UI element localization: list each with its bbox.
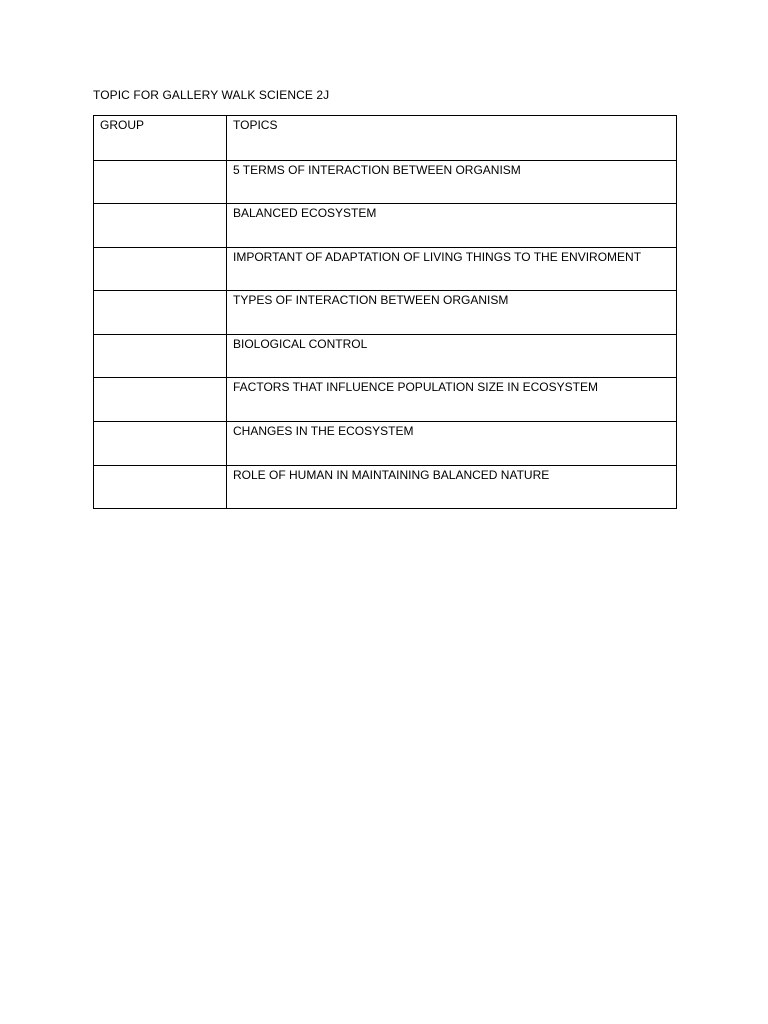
- table-row: [94, 422, 677, 466]
- topic-cell: CHANGES IN THE ECOSYSTEM: [227, 422, 677, 466]
- group-cell: [94, 466, 227, 509]
- group-cell: [94, 335, 227, 378]
- table-row: [94, 335, 677, 378]
- header-group: GROUP: [94, 116, 227, 161]
- group-cell: [94, 248, 227, 291]
- table-row: [94, 161, 677, 204]
- group-cell: [94, 378, 227, 422]
- group-cell: [94, 204, 227, 248]
- header-topics: TOPICS: [227, 116, 677, 161]
- group-cell: [94, 422, 227, 466]
- table-header-row: [94, 116, 677, 161]
- topic-cell: BIOLOGICAL CONTROL: [227, 335, 677, 378]
- topics-table: [93, 115, 677, 509]
- topic-cell: FACTORS THAT INFLUENCE POPULATION SIZE IN ECOSYSTEM: [227, 378, 677, 422]
- topic-cell: BALANCED ECOSYSTEM: [227, 204, 677, 248]
- topic-cell: TYPES OF INTERACTION BETWEEN ORGANISM: [227, 291, 677, 335]
- table-row: [94, 378, 677, 422]
- document-title: TOPIC FOR GALLERY WALK SCIENCE 2J: [93, 88, 330, 102]
- table-row: [94, 291, 677, 335]
- table-row: [94, 204, 677, 248]
- table-row: [94, 248, 677, 291]
- group-cell: [94, 161, 227, 204]
- table-row: [94, 466, 677, 509]
- topic-cell: ROLE OF HUMAN IN MAINTAINING BALANCED NATURE: [227, 466, 677, 509]
- group-cell: [94, 291, 227, 335]
- topic-cell: IMPORTANT OF ADAPTATION OF LIVING THINGS TO THE ENVIROMENT: [227, 248, 677, 291]
- topic-cell: 5 TERMS OF INTERACTION BETWEEN ORGANISM: [227, 161, 677, 204]
